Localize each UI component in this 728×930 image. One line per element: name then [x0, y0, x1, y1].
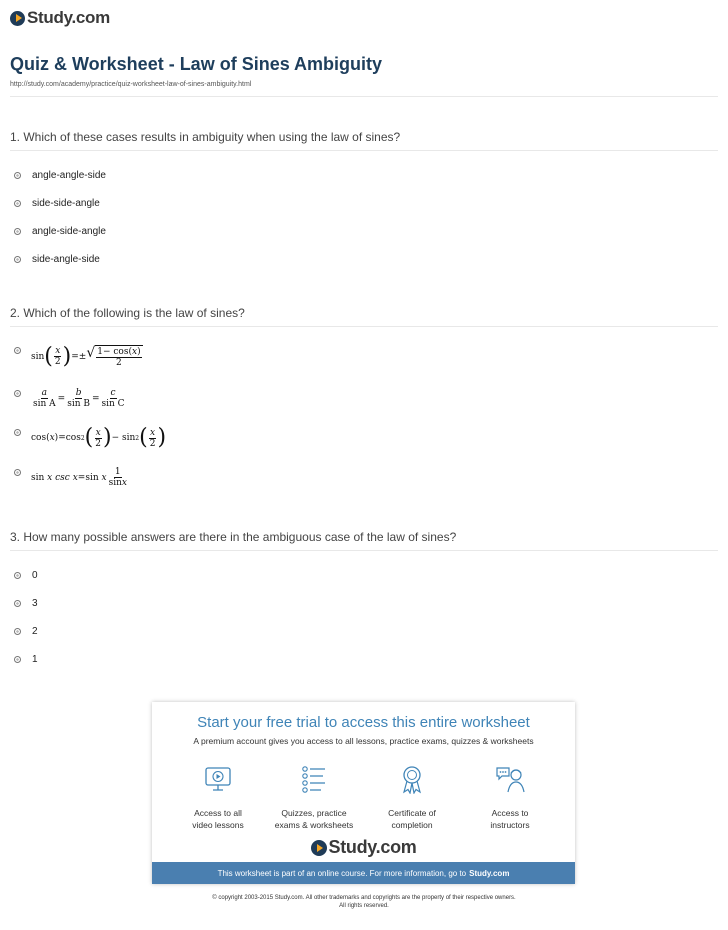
option-q2-a[interactable]	[14, 345, 143, 368]
play-logo-icon	[311, 840, 327, 856]
option-q2-c[interactable]	[14, 427, 166, 449]
option-label: angle-side-angle	[32, 226, 106, 237]
formula-half-angle-sine: sin ( $\frac{x}{2}$ ) =± √ $\frac{1- \cos(x)}{2}$	[31, 343, 141, 369]
radio-button[interactable]	[14, 572, 21, 579]
copyright-notice	[0, 894, 728, 910]
radio-button[interactable]	[14, 390, 21, 397]
feature-quizzes	[266, 764, 362, 831]
option-q2-b[interactable]	[14, 388, 127, 409]
video-lesson-icon	[203, 764, 233, 794]
radio-button[interactable]	[14, 469, 21, 476]
radio-button[interactable]	[14, 429, 21, 436]
divider	[10, 96, 718, 97]
option-q2-d[interactable]	[14, 467, 129, 488]
formula-double-angle-cosine: cos ( x ) = cos 2 ( $\frac{x}{2}$ ) − sin 2 ( $\frac{x}{2}$ )	[31, 425, 167, 450]
quiz-list-icon	[299, 764, 329, 794]
copyright-line-1: © copyright 2003-2015 Study.com. All other trademarks and copyrights are the property of their respective owners.	[212, 895, 516, 901]
feature-video-lessons	[170, 764, 266, 831]
logo-text: Study.com	[27, 8, 110, 27]
option-q1-b[interactable]	[14, 198, 100, 209]
option-label: angle-angle-side	[32, 170, 106, 181]
question-2: 2. Which of the following is the law of sines?	[10, 306, 245, 320]
question-3: 3. How many possible answers are there in the ambiguous case of the law of sines?	[10, 530, 457, 544]
radio-button[interactable]	[14, 256, 21, 263]
page-url: http://study.com/academy/practice/quiz-worksheet-law-of-sines-ambiguity.html	[10, 81, 252, 88]
certificate-icon	[397, 764, 427, 794]
option-q3-a[interactable]	[14, 570, 38, 581]
question-1: 1. Which of these cases results in ambiguity when using the law of sines?	[10, 130, 401, 144]
formula-law-of-sines: $\frac{a}{\text{sin A}}$ = $\frac{b}{\text{sin B}}$ = $\frac{c}{\text{sin C}}$	[33, 388, 125, 409]
option-label: side-side-angle	[32, 198, 100, 209]
radio-button[interactable]	[14, 347, 21, 354]
option-q1-c[interactable]	[14, 226, 106, 237]
study-logo[interactable]	[10, 8, 110, 28]
option-label: 2	[32, 626, 38, 637]
option-q3-d[interactable]	[14, 654, 38, 665]
promo-logo-text: Study.com	[328, 837, 417, 857]
feature-label-line2: completion	[391, 820, 433, 830]
promo-subtitle: A premium account gives you access to all lessons, practice exams, quizzes & worksheets	[193, 736, 534, 746]
course-info-bar	[152, 862, 575, 884]
page-title: Quiz & Worksheet - Law of Sines Ambiguity	[10, 54, 383, 74]
free-trial-promo[interactable]	[152, 702, 575, 884]
play-logo-icon	[10, 11, 25, 26]
option-q1-a[interactable]	[14, 170, 106, 181]
radio-button[interactable]	[14, 228, 21, 235]
option-q3-c[interactable]	[14, 626, 38, 637]
copyright-line-2: All rights reserved.	[339, 903, 389, 909]
promo-title[interactable]: Start your free trial to access this entire worksheet	[197, 714, 530, 731]
instructor-chat-icon	[495, 764, 525, 794]
feature-label-line1: Quizzes, practice	[281, 808, 347, 818]
radio-button[interactable]	[14, 200, 21, 207]
feature-instructors	[462, 764, 558, 831]
radio-button[interactable]	[14, 600, 21, 607]
promo-study-logo[interactable]	[152, 837, 575, 858]
feature-label-line2: exams & worksheets	[274, 820, 354, 830]
radio-button[interactable]	[14, 628, 21, 635]
option-label: 3	[32, 598, 38, 609]
feature-label-line1: Certificate of	[388, 808, 436, 818]
option-label: 0	[32, 570, 38, 581]
feature-certificate	[364, 764, 460, 831]
option-q1-d[interactable]	[14, 254, 100, 265]
radio-button[interactable]	[14, 656, 21, 663]
course-info-text: This worksheet is part of an online course. For more information, go to	[217, 868, 467, 878]
radio-button[interactable]	[14, 172, 21, 179]
divider	[10, 550, 718, 551]
option-q3-b[interactable]	[14, 598, 38, 609]
study-link[interactable]: Study.com	[469, 868, 510, 878]
option-label: 1	[32, 654, 38, 665]
option-label: side-angle-side	[32, 254, 100, 265]
divider	[10, 150, 718, 151]
divider	[10, 326, 718, 327]
formula-reciprocal-identity: sin x csc x = sin x $\frac{1}{\sin x}$	[31, 467, 127, 488]
feature-label-line2: video lessons	[192, 820, 244, 830]
feature-label-line1: Access to all	[194, 808, 242, 818]
feature-label-line1: Access to	[491, 808, 529, 818]
feature-label-line2: instructors	[490, 820, 530, 830]
